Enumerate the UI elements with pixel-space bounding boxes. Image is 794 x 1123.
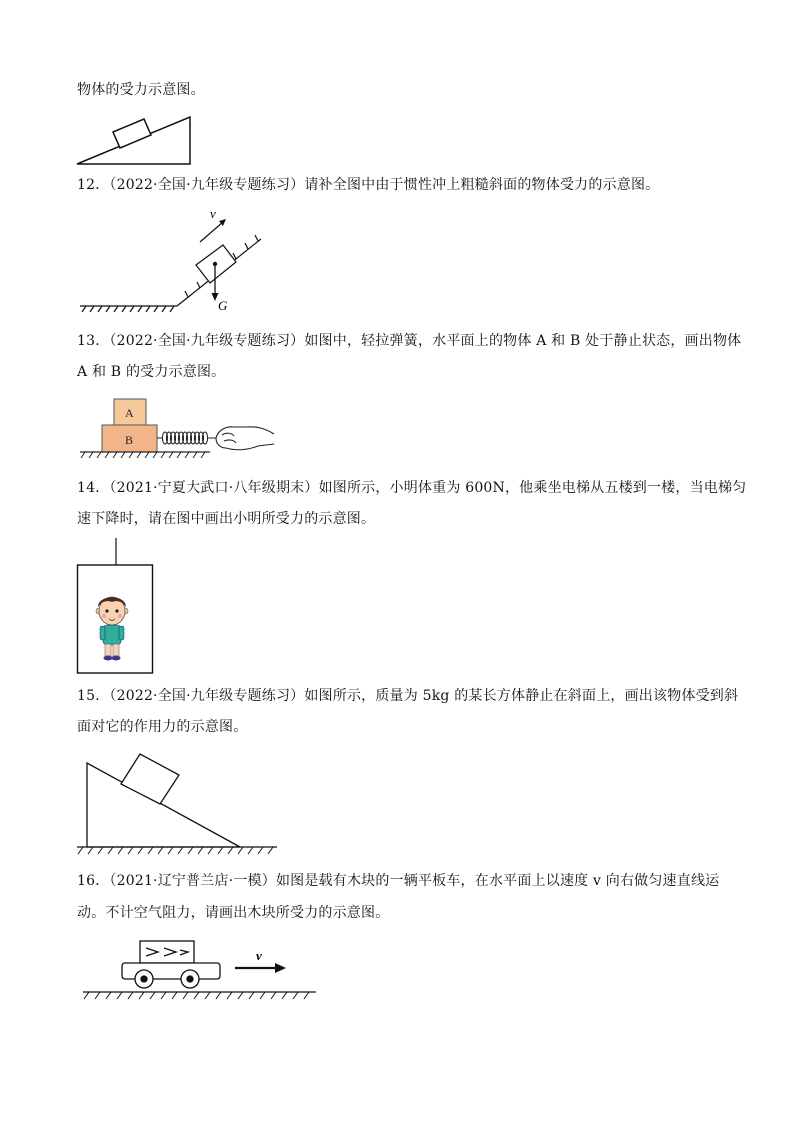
q13-source: （2022·全国·九年级专题练习） [109, 333, 305, 349]
q12-line [77, 175, 659, 195]
ground-hatch [84, 992, 309, 999]
q16-number: 16． [77, 873, 110, 889]
q12-label-g: G [218, 298, 228, 313]
ground-hatch [78, 847, 273, 854]
velocity-arrow [200, 222, 223, 242]
ground-hatch [81, 452, 205, 458]
q14-elevator-figure [76, 538, 156, 678]
q12-figure [78, 205, 268, 317]
q14-number: 14． [77, 480, 110, 496]
q13-text: 如图中，轻拉弹簧，水平面上的物体 A 和 B 处于静止状态，画出物体 [304, 333, 742, 349]
q16-line-1 [77, 871, 719, 891]
q11-incline-figure [72, 110, 196, 168]
q13-line-1 [77, 331, 741, 351]
q14-line-2: 速下降时，请在图中画出小明所受力的示意图。 [77, 511, 376, 527]
velocity-arrowhead [275, 963, 286, 973]
q15-number: 15． [77, 688, 110, 704]
q15-source: （2022·全国·九年级专题练习） [109, 688, 305, 704]
q11-tail-text: 物体的受力示意图。 [77, 82, 205, 98]
ground-hatch [82, 306, 174, 312]
q13-figure [76, 396, 280, 468]
block-b-label: B [125, 433, 134, 447]
q16-text: 如图是载有木块的一辆平板车，在水平面上以速度 v 向右做匀速直线运 [275, 873, 720, 889]
q12-number: 12． [77, 177, 110, 193]
q14-text: 如图所示，小明体重为 600N，他乘坐电梯从五楼到一楼，当电梯匀 [318, 480, 747, 496]
q16-source: （2021·辽宁普兰店·一模） [109, 873, 276, 889]
hand [216, 427, 274, 450]
q16-cart-figure [80, 936, 320, 1002]
q12-source: （2022·全国·九年级专题练习） [109, 177, 305, 193]
q15-line-2: 面对它的作用力的示意图。 [77, 719, 248, 735]
q15-line-1 [77, 686, 738, 706]
q12-label-v: v [210, 206, 216, 221]
q14-line-1 [77, 478, 746, 498]
block-on-incline [113, 119, 151, 148]
q14-source: （2021·宁夏大武口·八年级期末） [109, 480, 319, 496]
q13-line-2: A 和 B 的受力示意图。 [77, 364, 226, 380]
spring [157, 432, 216, 444]
q13-number: 13． [77, 333, 110, 349]
q15-text: 如图所示，质量为 5kg 的某长方体静止在斜面上，画出该物体受到斜 [304, 688, 739, 704]
q12-text: 请补全图中由于惯性冲上粗糙斜面的物体受力的示意图。 [304, 177, 660, 193]
q15-incline-figure [74, 752, 280, 858]
q16-line-2: 动。不计空气阻力，请画出木块所受力的示意图。 [77, 905, 390, 921]
block-a-label: A [125, 406, 134, 420]
q16-label-v: v [256, 948, 262, 963]
